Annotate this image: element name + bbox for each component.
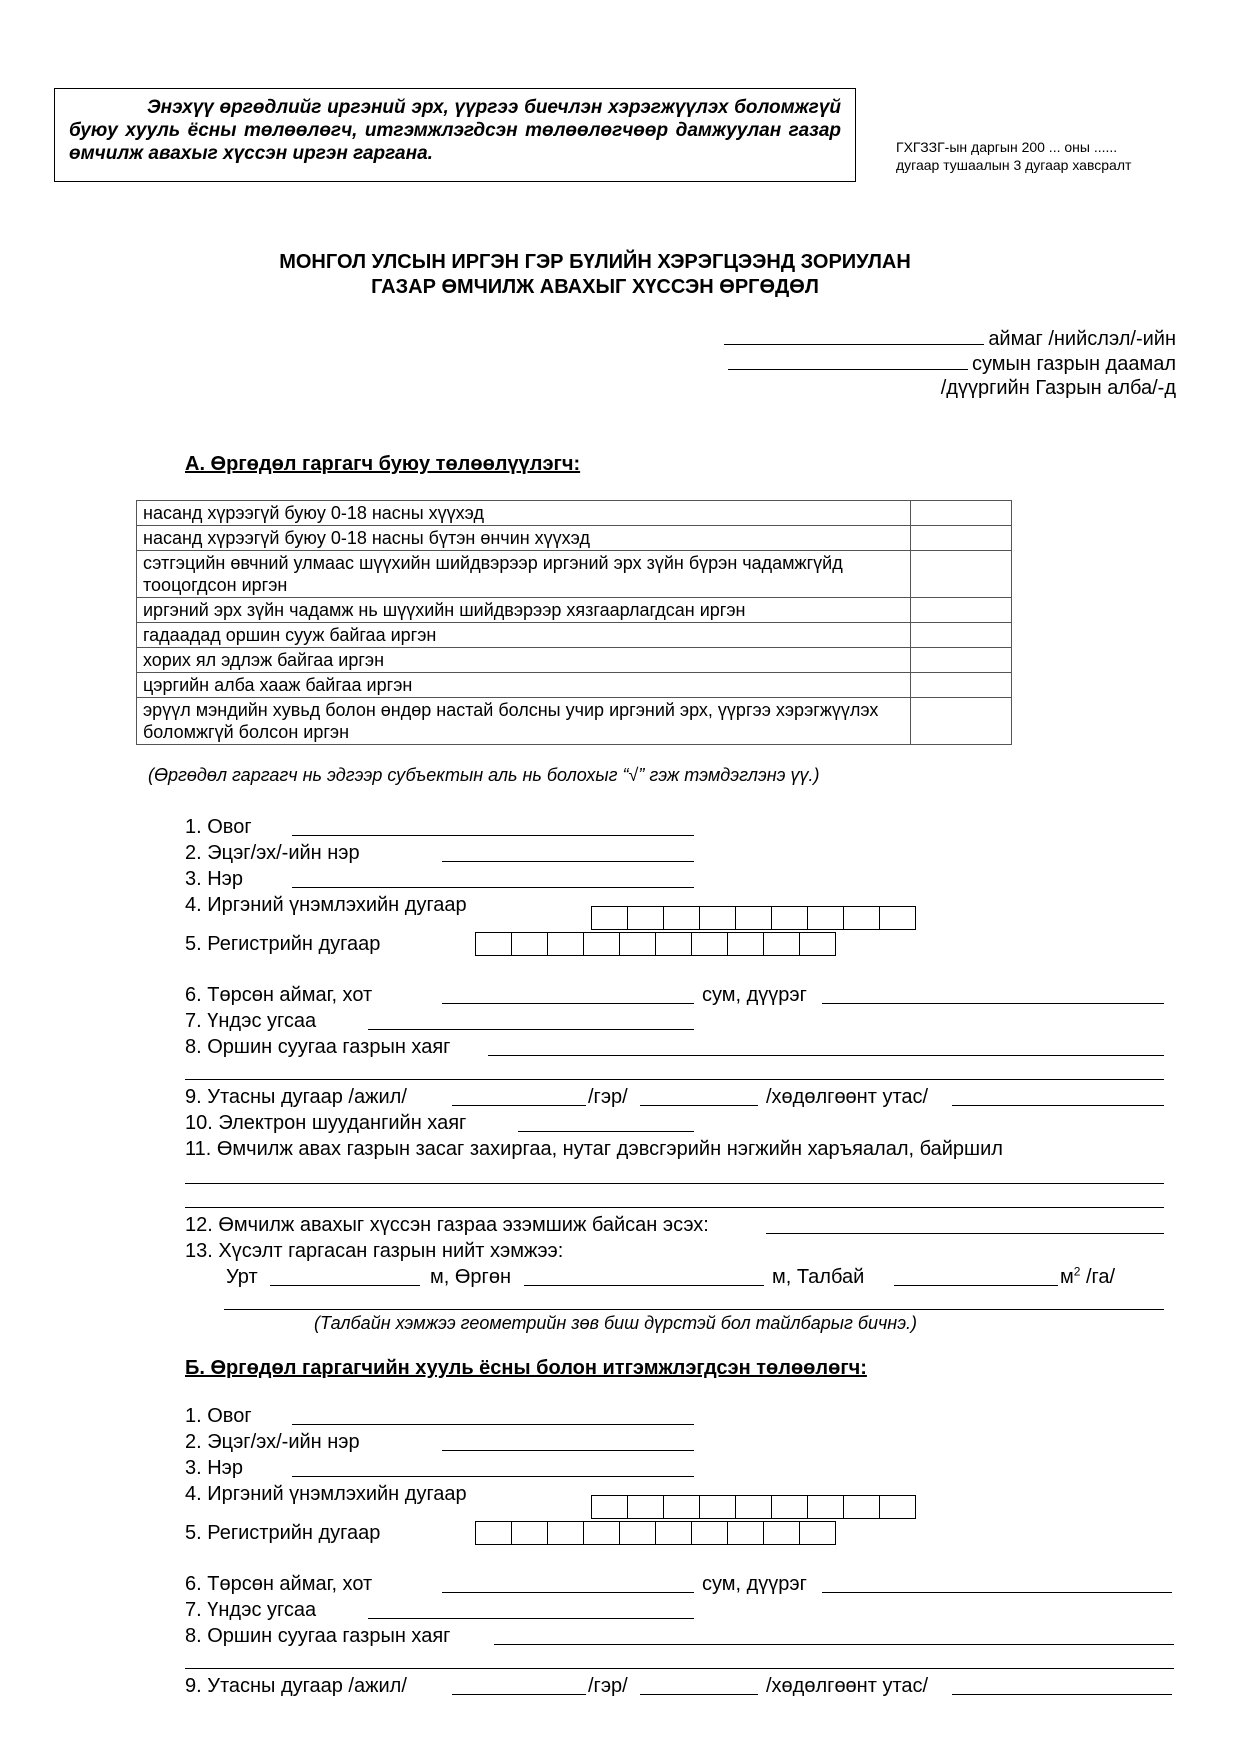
b-district-input[interactable] [822,1592,1172,1593]
a-field-phone-label: 9. Утасны дугаар /ажил/ [185,1086,407,1108]
b-field-phone-mobile-label: /хөдөлгөөнт утас/ [766,1675,929,1697]
a-ethnicity-input[interactable] [368,1029,694,1030]
a-phone-mobile-input[interactable] [952,1105,1164,1106]
a-register-cells[interactable] [476,932,836,956]
b-birthplace-input[interactable] [442,1592,694,1593]
b-field-address-label: 8. Оршин суугаа газрын хаяг [185,1625,451,1647]
a-field-phone-home-label: /гэр/ [588,1086,628,1108]
a-field-ethnicity-label: 7. Үндэс угсаа [185,1010,317,1032]
subject-label: иргэний эрх зүйн чадамж нь шүүхийн шийдвэрээр хязгаарлагдсан иргэн [137,598,911,623]
table-row [137,551,1012,598]
subject-label: хорих ял эдлэж байгаа иргэн [137,648,911,673]
a-width-input[interactable] [524,1285,764,1286]
table-row [137,526,1012,551]
table-row [137,623,1012,648]
b-field-district-label: сум, дүүрэг [702,1573,807,1595]
sum-blank[interactable] [728,351,968,370]
a-name-input[interactable] [292,887,694,888]
b-field-father-label: 2. Эцэг/эх/-ийн нэр [185,1431,360,1453]
subject-checkbox[interactable] [911,551,1012,598]
a-field-surname-label: 1. Овог [185,816,252,838]
a-location-input[interactable] [185,1183,1164,1184]
a-field-idcard-label: 4. Иргэний үнэмлэхийн дугаар [185,894,467,916]
b-phone-work-input[interactable] [452,1694,586,1695]
subject-checkbox[interactable] [911,698,1012,745]
a-father-input[interactable] [442,861,694,862]
appendix-line-2: дугаар тушаалын 3 дугаар хавсралт [896,157,1132,173]
subject-label: эрүүл мэндийн хувьд болон өндөр настай болсны учир иргэний эрх, үүргээ хэрэгжүүлэх боломжгүй болсон иргэн [137,698,911,745]
table-row [137,698,1012,745]
b-field-idcard-label: 4. Иргэний үнэмлэхийн дугаар [185,1483,467,1505]
subject-label: цэргийн алба хааж байгаа иргэн [137,673,911,698]
b-field-birthplace-label: 6. Төрсөн аймаг, хот [185,1573,373,1595]
appendix-line-1: ГХГЗЗГ-ын даргын 200 ... оны ...... [896,139,1118,155]
table-row [137,673,1012,698]
a-idcard-cells[interactable] [592,906,916,930]
a-field-address-label: 8. Оршин суугаа газрын хаяг [185,1036,451,1058]
a-phone-work-input[interactable] [452,1105,586,1106]
b-field-phone-home-label: /гэр/ [588,1675,628,1697]
subject-label: насанд хүрээгүй буюу 0-18 насны бүтэн өнчин хүүхэд [137,526,911,551]
a-email-input[interactable] [518,1131,694,1132]
a-field-phone-mobile-label: /хөдөлгөөнт утас/ [766,1086,929,1108]
aimag-blank[interactable] [724,326,984,345]
addressee-line-2: сумын газрын даамал [728,351,1176,377]
a-field-location-label: 11. Өмчилж авах газрын засаг захиргаа, нутаг дэвсгэрийн нэгжийн харъяалал, байршил [185,1138,1003,1160]
addressee-line-1: аймаг /нийслэл/-ийн [724,326,1176,352]
b-field-ethnicity-label: 7. Үндэс угсаа [185,1599,317,1621]
a-address-input-2[interactable] [185,1079,1164,1080]
subject-label: насанд хүрээгүй буюу 0-18 насны хүүхэд [137,501,911,526]
a-field-area-unit: $м^2$ /га/ [1060,1264,1116,1288]
b-address-input[interactable] [494,1644,1174,1645]
a-surname-input[interactable] [292,835,694,836]
subject-checkbox[interactable] [911,648,1012,673]
a-field-father-label: 2. Эцэг/эх/-ийн нэр [185,842,360,864]
a-area-input[interactable] [894,1285,1058,1286]
a-phone-home-input[interactable] [640,1105,758,1106]
notice-text: Энэхүү өргөдлийг иргэний эрх, үүргээ биечлэн хэрэгжүүлэх боломжгүй буюу хууль ёсны төлөөлөгч, итгэмжлэгдсэн төлөөлөгчөөр дамжуулан газар өмчилж авахыг хүссэн иргэн гаргана. [69,97,841,164]
b-field-surname-label: 1. Овог [185,1405,252,1427]
table-row [137,648,1012,673]
subject-checkbox[interactable] [911,623,1012,648]
subject-note: (Өргөдөл гаргагч нь эдгээр субъектын аль нь болохыг “√” гэж тэмдэглэнэ үү.) [148,765,820,785]
subject-label: гадаадад оршин сууж байгаа иргэн [137,623,911,648]
b-address-input-2[interactable] [185,1668,1174,1669]
a-location-input-2[interactable] [185,1207,1164,1208]
a-field-birthplace-label: 6. Төрсөн аймаг, хот [185,984,373,1006]
b-idcard-cells[interactable] [592,1495,916,1519]
b-ethnicity-input[interactable] [368,1618,694,1619]
b-name-input[interactable] [292,1476,694,1477]
subject-checkbox[interactable] [911,673,1012,698]
subject-checkbox[interactable] [911,526,1012,551]
a-field-register-label: 5. Регистрийн дугаар [185,933,381,955]
a-field-email-label: 10. Электрон шуудангийн хаяг [185,1112,467,1134]
a-field-length-label: Урт [226,1266,258,1288]
b-phone-mobile-input[interactable] [952,1694,1172,1695]
a-field-width-label: м, Өргөн [430,1266,512,1288]
notice-box [54,88,856,182]
b-field-register-label: 5. Регистрийн дугаар [185,1522,381,1544]
b-surname-input[interactable] [292,1424,694,1425]
b-register-cells[interactable] [476,1521,836,1545]
title-line-2: ГАЗАР ӨМЧИЛЖ АВАХЫГ ХҮССЭН ӨРГӨДӨЛ [371,276,819,298]
a-length-input[interactable] [270,1285,420,1286]
b-phone-home-input[interactable] [640,1694,758,1695]
table-row [137,501,1012,526]
b-field-name-label: 3. Нэр [185,1457,244,1479]
a-field-district-label: сум, дүүрэг [702,984,807,1006]
section-b-heading: Б. Өргөдөл гаргагчийн хууль ёсны болон итгэмжлэгдсэн төлөөлөгч: [185,1357,867,1379]
a-size-input-2[interactable] [224,1309,1164,1310]
subject-checkbox[interactable] [911,501,1012,526]
section-a-heading: А. Өргөдөл гаргагч буюу төлөөлүүлэгч: [185,453,581,475]
a-field-area-label: м, Талбай [772,1266,865,1288]
subject-label: сэтгэцийн өвчний улмаас шүүхийн шийдвэрээр иргэний эрх зүйн бүрэн чадамжгүйд тооцогдсон иргэн [137,551,911,598]
table-row [137,598,1012,623]
a-field-owned-label: 12. Өмчилж авахыг хүссэн газраа эзэмшиж байсан эсэх: [185,1214,709,1236]
addressee-line-3: /дүүргийн Газрын алба/-д [940,377,1176,399]
size-note: (Талбайн хэмжээ геометрийн зөв биш дүрстэй бол тайлбарыг бичнэ.) [314,1313,918,1333]
a-field-name-label: 3. Нэр [185,868,244,890]
a-field-size-label: 13. Хүсэлт гаргасан газрын нийт хэмжээ: [185,1240,564,1262]
b-field-phone-label: 9. Утасны дугаар /ажил/ [185,1675,407,1697]
a-owned-input[interactable] [766,1233,1164,1234]
appendix-note [896,138,1131,174]
subject-table [136,500,1012,745]
b-father-input[interactable] [442,1450,694,1451]
a-district-input[interactable] [822,1003,1164,1004]
title-line-1: МОНГОЛ УЛСЫН ИРГЭН ГЭР БҮЛИЙН ХЭРЭГЦЭЭНД ЗОРИУЛАН [279,251,911,273]
a-address-input[interactable] [488,1055,1164,1056]
a-birthplace-input[interactable] [442,1003,694,1004]
subject-checkbox[interactable] [911,598,1012,623]
document-title [0,250,1190,300]
